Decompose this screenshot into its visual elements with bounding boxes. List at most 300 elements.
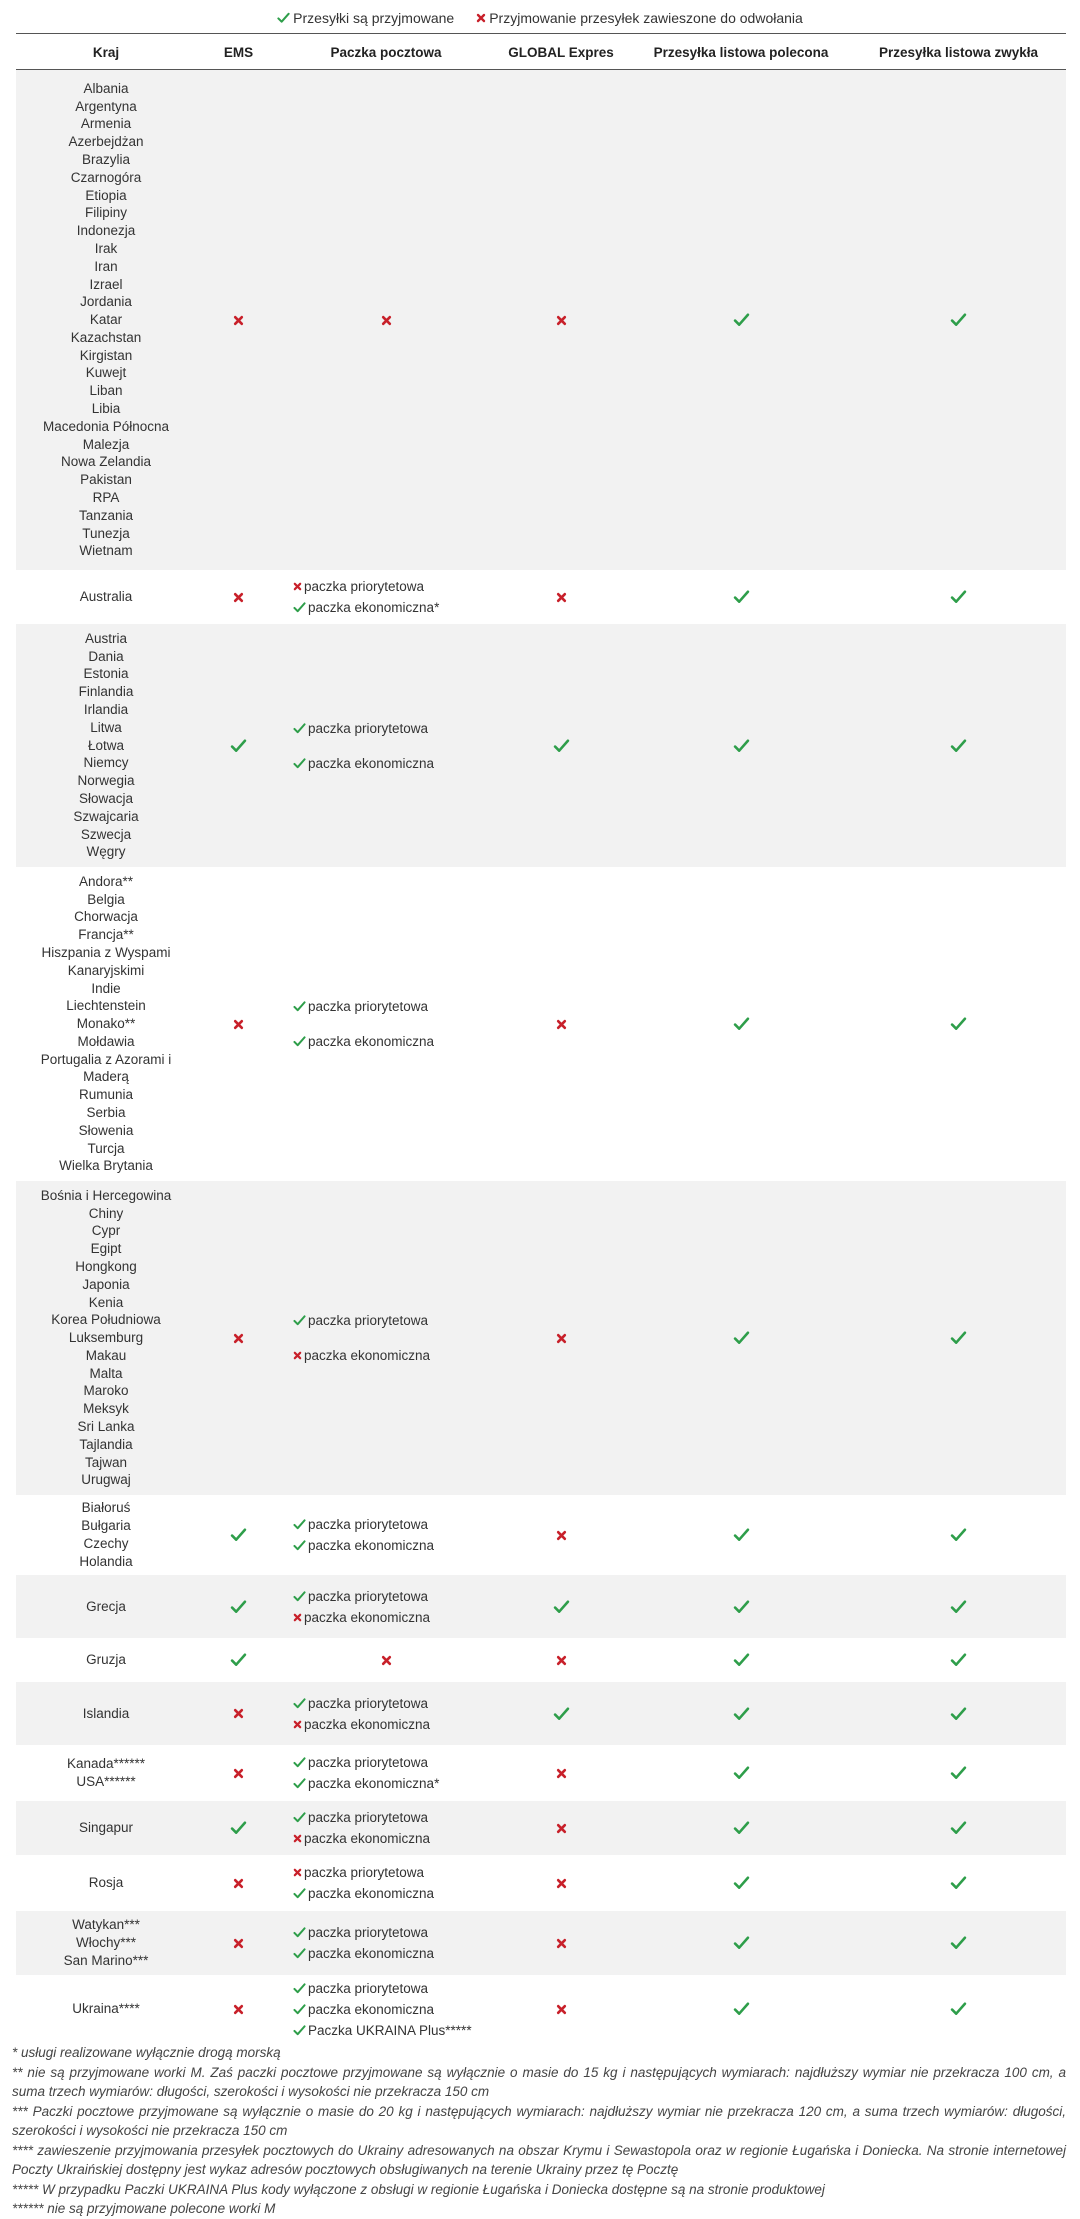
footnote: ** nie są przyjmowane worki M. Zaś paczki pocztowe przyjmowane są wyłącznie o masie do 15 kg i następujących wymiarach: najdłuższy wymiar nie przekracza 100 cm, a suma trzech wymiarów: długości, szerokości i wysokości nie przekracza 150 cm [12,2064,1066,2099]
paczka-option [293,1695,428,1712]
country-name: Meksyk [83,1401,129,1417]
country-list [16,70,196,570]
country-list [16,1855,196,1911]
paczka-status [281,624,491,867]
check-icon [733,739,750,753]
country-name: Jordania [80,294,132,310]
country-name: Andora** [78,873,134,889]
check-icon [950,1766,967,1780]
country-name: Maderą [83,1069,129,1085]
paczka-status [281,1975,491,2043]
paczka-option [293,998,428,1015]
paczka-option [293,2022,472,2039]
check-icon [553,739,570,753]
paczka-option [293,1716,430,1733]
country-name: Belgia [87,891,125,907]
table-row [16,867,1066,1181]
paczka-status [281,1575,491,1638]
legend-accepted [277,10,454,26]
country-name: Kanaryjskimi [67,962,145,978]
global-expres-status [491,1638,631,1682]
country-name: Tajwan [84,1454,128,1470]
table-row [16,1975,1066,2043]
country-name: Gruzja [86,1652,126,1668]
cross-icon [233,1938,244,1949]
paczka-option-label: paczka ekonomiczna [308,2001,435,2017]
paczka-option-label: paczka ekonomiczna [304,1609,431,1625]
country-name: Kanada****** [66,1756,146,1772]
check-icon [950,590,967,604]
check-icon [293,2004,306,2015]
country-name: Monako** [76,1016,136,1032]
paczka-option [293,1830,430,1847]
country-name: Nowa Zelandia [60,454,152,470]
global-expres-status [491,1575,631,1638]
col-ems: EMS [223,44,254,60]
country-list [16,867,196,1181]
country-name: Katar [89,312,123,328]
zwykla-status [851,1975,1066,2043]
table-row [16,70,1066,570]
country-name: Czechy [83,1536,129,1551]
paczka-option-label: paczka priorytetowa [308,1755,429,1770]
paczka-option [293,1885,434,1902]
country-name: Egipt [90,1241,122,1257]
col-global: GLOBAL Expres [508,44,614,60]
polecona-status [631,70,851,570]
paczka-status [281,570,491,624]
country-name: Australia [79,589,133,605]
col-kraj: Kraj [92,44,120,60]
paczka-status [281,1745,491,1801]
cross-icon [233,1019,244,1030]
country-name: Łotwa [87,737,125,753]
check-icon [293,1888,306,1899]
cross-icon [381,1655,392,1666]
cross-icon [293,1868,302,1877]
check-icon [293,1927,306,1938]
paczka-option-label: paczka ekonomiczna [304,1831,431,1846]
paczka-option [293,1775,439,1792]
ems-status [196,1801,281,1855]
paczka-option [293,1516,428,1533]
country-list [16,1801,196,1855]
check-icon [293,1315,306,1326]
paczka-option-label: Paczka UKRAINA Plus***** [308,2022,472,2038]
paczka-option-label: paczka ekonomiczna [308,1946,435,1961]
country-name: Pakistan [80,472,132,488]
cross-icon [381,315,392,326]
cross-icon [293,582,302,591]
paczka-option-label: paczka priorytetowa [308,1588,429,1604]
country-name: Libia [91,401,121,417]
check-icon [733,313,750,327]
paczka-option-label: paczka priorytetowa [308,1810,429,1825]
country-name: Słowenia [78,1122,134,1138]
country-name: Kuwejt [85,365,127,381]
check-icon [230,739,247,753]
paczka-status [281,1801,491,1855]
country-name: Malezja [82,436,130,452]
cross-icon [233,1333,244,1344]
country-name: Irak [94,240,118,256]
country-name: Chorwacja [74,909,138,925]
country-name: Tanzania [78,507,134,523]
paczka-option-label: paczka priorytetowa [308,1313,429,1328]
paczka-option [293,1809,428,1826]
cross-icon [556,1333,567,1344]
country-name: Francja** [78,927,134,943]
country-name: Kenia [88,1294,124,1310]
paczka-option [293,1347,430,1364]
country-name: Rosja [88,1875,124,1891]
zwykla-status [851,1745,1066,1801]
country-name: Azerbejdżan [68,134,144,150]
check-icon [293,758,306,769]
zwykla-status [851,1911,1066,1975]
country-name: Włochy*** [75,1935,137,1951]
legend-accepted-label: Przesyłki są przyjmowane [293,10,455,26]
cross-icon [556,1768,567,1779]
country-name: Indie [91,980,121,996]
check-icon [293,1540,306,1551]
paczka-option [293,1033,434,1050]
paczka-option-label: paczka ekonomiczna [304,1348,431,1363]
cross-icon [556,1019,567,1030]
country-name: Hongkong [75,1258,137,1274]
country-name: Węgry [86,844,126,860]
country-name: Holandia [79,1553,133,1569]
country-name: Japonia [82,1276,130,1292]
country-name: Iran [94,258,118,274]
check-icon [733,1821,750,1835]
table-row [16,1495,1066,1575]
country-name: Indonezja [76,223,136,239]
ems-status [196,1682,281,1745]
polecona-status [631,1638,851,1682]
country-list [16,1495,196,1575]
paczka-option [293,720,428,737]
table-row [16,1682,1066,1745]
check-icon [553,1600,570,1614]
country-name: Singapur [78,1820,134,1836]
check-icon [733,1528,750,1542]
country-list [16,1745,196,1801]
paczka-option [293,1924,428,1941]
paczka-status [281,1855,491,1911]
global-expres-status [491,70,631,570]
polecona-status [631,1745,851,1801]
paczka-option-label: paczka ekonomiczna [308,1034,435,1049]
paczka-option [293,1609,430,1626]
global-expres-status [491,867,631,1181]
country-name: Wielka Brytania [59,1158,153,1174]
ems-status [196,570,281,624]
polecona-status [631,1181,851,1495]
table-header [16,36,1066,68]
polecona-status [631,570,851,624]
paczka-option-label: paczka priorytetowa [308,1925,429,1940]
zwykla-status [851,1495,1066,1575]
country-list [16,1638,196,1682]
ems-status [196,1855,281,1911]
check-icon [950,1600,967,1614]
legend [0,6,1080,30]
paczka-option-label: paczka priorytetowa [304,579,425,594]
polecona-status [631,867,851,1181]
check-icon [733,1936,750,1950]
paczka-option [293,1980,428,1997]
check-icon [293,723,306,734]
polecona-status [631,1855,851,1911]
paczka-option-label: paczka ekonomiczna [308,1538,435,1553]
table-row [16,1911,1066,1975]
table-row [16,1801,1066,1855]
check-icon [733,1017,750,1031]
table-row [16,624,1066,867]
cross-icon [556,1878,567,1889]
cross-icon [293,1834,302,1843]
check-icon [733,1707,750,1721]
table-row [16,1575,1066,1638]
check-icon [277,12,290,24]
country-name: Albania [83,80,129,96]
country-name: Austria [84,630,128,646]
polecona-status [631,1575,851,1638]
country-name: Mołdawia [77,1033,135,1049]
cross-icon [476,13,486,23]
col-zwykla: Przesyłka listowa zwykła [878,44,1039,60]
check-icon [230,1821,247,1835]
country-name: Białoruś [81,1500,131,1516]
check-icon [293,1036,306,1047]
paczka-option [293,2001,434,2018]
table-row [16,1638,1066,1682]
paczka-option-label: paczka ekonomiczna* [308,1776,440,1791]
country-name: Macedonia Północna [42,418,170,434]
ems-status [196,1745,281,1801]
check-icon [733,1876,750,1890]
paczka-option-label: paczka priorytetowa [308,1980,429,1996]
country-name: Armenia [80,116,132,132]
ems-status [196,70,281,570]
polecona-status [631,1911,851,1975]
paczka-option-label: paczka ekonomiczna* [308,600,440,615]
footnote: ***** W przypadku Paczki UKRAINA Plus kody wyłączone z obsługi w regionie Ługańska i Doniecka dostępne są na stronie produktowej [12,2181,825,2197]
country-name: Argentyna [75,98,137,114]
paczka-option-label: paczka ekonomiczna [304,1716,431,1732]
country-name: Korea Południowa [51,1312,161,1328]
paczka-status [281,1682,491,1745]
global-expres-status [491,570,631,624]
paczka-status [281,70,491,570]
paczka-option [293,1588,428,1605]
paczka-status [281,867,491,1181]
country-name: Kazachstan [70,329,142,345]
table-row [16,570,1066,624]
footnote: **** zawieszenie przyjmowania przesyłek pocztowych do Ukrainy adresowanych na obszar Krymu i Sewastopola oraz w regionie Ługańska i Doniecka. Na stronie internetowej Poczty Ukraińskiej dostępny jest wykaz adresów pocztowych obsługiwanych na terenie Ukrainy przez tę Pocztę [12,2142,1066,2177]
country-name: Szwajcaria [73,808,139,824]
global-expres-status [491,624,631,867]
cross-icon [233,1708,244,1719]
global-expres-status [491,1745,631,1801]
country-name: Litwa [90,719,122,735]
cross-icon [233,2004,244,2015]
check-icon [733,1766,750,1780]
polecona-status [631,1682,851,1745]
country-name: Serbia [86,1105,126,1121]
country-name: Wietnam [79,543,133,559]
check-icon [950,1876,967,1890]
country-name: Rumunia [78,1087,134,1103]
country-name: Liechtenstein [66,998,146,1014]
check-icon [950,1936,967,1950]
country-name: Bośnia i Hercegowina [40,1187,172,1203]
col-paczka: Paczka pocztowa [330,44,442,60]
zwykla-status [851,70,1066,570]
check-icon [950,1528,967,1542]
footnote: ****** nie są przyjmowane polecone worki M [12,2201,276,2216]
ems-status [196,1575,281,1638]
check-icon [950,2002,967,2016]
cross-icon [556,1938,567,1949]
country-name: Watykan*** [72,1917,140,1933]
footnote: * usługi realizowane wyłącznie drogą morską [12,2045,281,2060]
country-name: RPA [92,490,120,506]
cross-icon [293,1720,302,1729]
country-name: Tunezja [82,525,130,541]
country-name: Luksemburg [68,1330,144,1346]
cross-icon [233,1878,244,1889]
cross-icon [293,1613,302,1622]
header-top-rule [16,33,1066,34]
cross-icon [233,315,244,326]
table-row [16,1181,1066,1495]
country-name: Bułgaria [81,1518,131,1534]
country-name: Makau [85,1347,127,1363]
check-icon [950,1821,967,1835]
country-name: Portugalia z Azorami i [40,1051,172,1067]
country-name: Izrael [89,276,123,292]
check-icon [293,1778,306,1789]
check-icon [733,1331,750,1345]
global-expres-status [491,1495,631,1575]
shipping-table [16,70,1066,2043]
check-icon [230,1600,247,1614]
country-name: Szwecja [80,826,132,842]
paczka-status [281,1911,491,1975]
paczka-status [281,1638,491,1682]
country-name: San Marino*** [63,1952,149,1968]
check-icon [293,1757,306,1768]
legend-suspended-label: Przyjmowanie przesyłek zawieszone do odwołania [489,10,803,26]
check-icon [733,1600,750,1614]
cross-icon [293,1351,302,1360]
footnotes [12,2043,1066,2219]
country-name: USA****** [76,1774,136,1789]
country-name: Irlandia [83,702,129,717]
ems-status [196,867,281,1181]
paczka-option-label: paczka priorytetowa [308,1695,429,1711]
check-icon [733,2002,750,2016]
cross-icon [556,315,567,326]
country-name: Kirgistan [79,347,133,363]
zwykla-status [851,624,1066,867]
paczka-option-label: paczka ekonomiczna [308,1886,435,1901]
polecona-status [631,624,851,867]
cross-icon [233,1768,244,1779]
country-name: Norwegia [77,773,135,789]
polecona-status [631,1801,851,1855]
cross-icon [556,2004,567,2015]
check-icon [553,1707,570,1721]
country-list [16,570,196,624]
paczka-option [293,1312,428,1329]
cross-icon [556,1530,567,1541]
paczka-option [293,599,439,616]
country-name: Etiopia [85,187,127,203]
footnote: *** Paczki pocztowe przyjmowane są wyłącznie o masie do 20 kg i następujących wymiarach: najdłuższy wymiar nie przekracza 120 cm, a suma trzech wymiarów: długości, szerokości i wysokości nie przekracza 150 cm [12,2103,1066,2138]
check-icon [950,1653,967,1667]
country-name: Cypr [91,1223,121,1239]
ems-status [196,1495,281,1575]
country-name: Słowacja [78,790,134,806]
zwykla-status [851,1181,1066,1495]
country-name: Filipiny [84,205,127,221]
check-icon [293,602,306,613]
country-name: Grecja [86,1598,126,1614]
paczka-option-label: paczka priorytetowa [308,999,429,1014]
global-expres-status [491,1855,631,1911]
country-name: Niemcy [83,755,129,771]
cross-icon [233,592,244,603]
legend-suspended [476,10,803,26]
check-icon [950,1331,967,1345]
paczka-option-label: paczka priorytetowa [308,720,429,736]
check-icon [293,1001,306,1012]
table-row [16,1745,1066,1801]
country-name: Urugwaj [81,1472,131,1488]
check-icon [950,313,967,327]
country-list [16,1181,196,1495]
paczka-option-label: paczka priorytetowa [308,1517,429,1532]
country-name: Czarnogóra [70,169,142,185]
check-icon [293,2025,306,2036]
paczka-option-label: paczka ekonomiczna [308,755,435,771]
zwykla-status [851,1638,1066,1682]
paczka-option [293,755,434,772]
check-icon [293,1698,306,1709]
cross-icon [556,592,567,603]
paczka-option [293,1864,424,1881]
country-name: Ukraina**** [72,2001,140,2017]
country-name: Islandia [82,1705,130,1721]
country-name: Liban [89,383,123,399]
check-icon [950,739,967,753]
cross-icon [556,1823,567,1834]
ems-status [196,1975,281,2043]
check-icon [293,1948,306,1959]
paczka-option [293,1754,428,1771]
check-icon [733,1653,750,1667]
global-expres-status [491,1975,631,2043]
country-name: Estonia [83,666,129,682]
check-icon [293,1983,306,1994]
polecona-status [631,1495,851,1575]
country-name: Chiny [88,1205,124,1221]
country-name: Sri Lanka [77,1419,135,1435]
zwykla-status [851,1682,1066,1745]
